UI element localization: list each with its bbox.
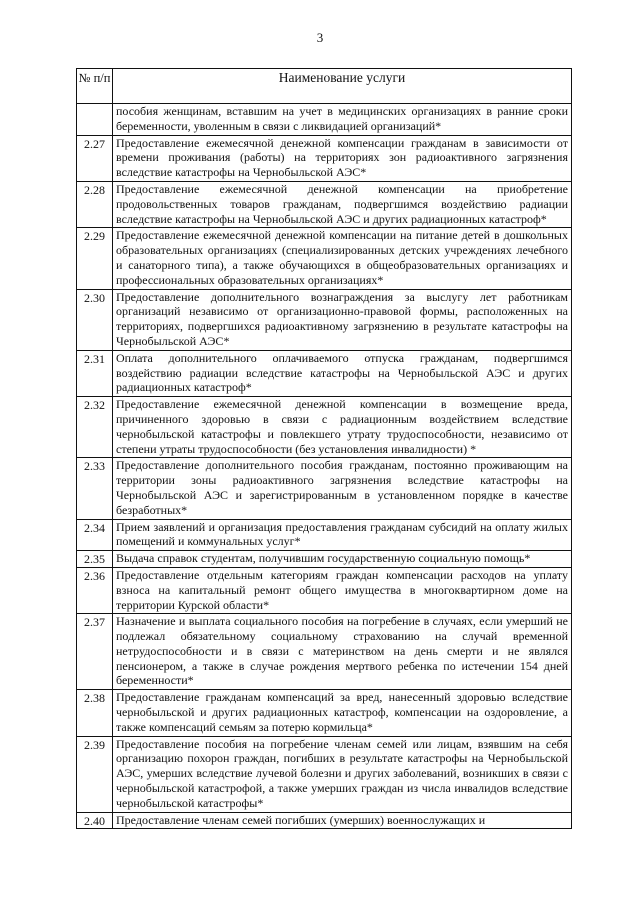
service-name: Предоставление ежемесячной денежной компенсации в возмещение вреда, причиненного здоровью в связи с радиационным воздействием вследствие чернобыльской катастрофы и повлекшего утрату трудоспособности, независимо от степени утраты трудоспособности (без установления инвалидности) * bbox=[113, 397, 572, 458]
services-table bbox=[76, 68, 572, 829]
table-row bbox=[77, 812, 572, 829]
row-number bbox=[77, 104, 113, 136]
table-header-row bbox=[77, 69, 572, 104]
service-name: Прием заявлений и организация предоставления гражданам субсидий на оплату жилых помещений и коммунальных услуг* bbox=[113, 519, 572, 551]
row-number: 2.38 bbox=[77, 690, 113, 736]
service-name: Предоставление пособия на погребение членам семей или лицам, взявшим на себя организацию похорон граждан, погибших в результате катастрофы на Чернобыльской АЭС, умерших вследствие лучевой болезни и других заболеваний, возникших в связи с чернобыльской катастрофой, а также умерших граждан из числа инвалидов вследствие чернобыльской катастрофы* bbox=[113, 736, 572, 812]
table-row bbox=[77, 736, 572, 812]
column-header-number: № п/п bbox=[77, 69, 113, 104]
table-row bbox=[77, 567, 572, 613]
row-number: 2.34 bbox=[77, 519, 113, 551]
table-row bbox=[77, 551, 572, 568]
service-name: Предоставление членам семей погибших (умерших) военнослужащих и bbox=[113, 812, 572, 829]
service-name: пособия женщинам, вставшим на учет в медицинских организациях в ранние сроки беременности, уволенным в связи с ликвидацией организаций* bbox=[113, 104, 572, 136]
row-number: 2.29 bbox=[77, 228, 113, 289]
row-number: 2.37 bbox=[77, 614, 113, 690]
service-name: Выдача справок студентам, получившим государственную социальную помощь* bbox=[113, 551, 572, 568]
service-name: Предоставление ежемесячной денежной компенсации на приобретение продовольственных товаров гражданам, подвергшимся воздействию радиации вследствие катастрофы на Чернобыльской АЭС и других радиационных катастроф* bbox=[113, 181, 572, 227]
service-name: Предоставление дополнительного пособия гражданам, постоянно проживающим на территории зоны радиоактивного загрязнения вследствие катастрофы на Чернобыльской АЭС и зарегистрированным в установленном порядке в качестве безработных* bbox=[113, 458, 572, 519]
row-number: 2.28 bbox=[77, 181, 113, 227]
table-row bbox=[77, 289, 572, 350]
column-header-service-name: Наименование услуги bbox=[113, 69, 572, 104]
row-number: 2.39 bbox=[77, 736, 113, 812]
service-name: Оплата дополнительного оплачиваемого отпуска гражданам, подвергшимся воздействию радиации вследствие катастрофы на Чернобыльской АЭС и других радиационных катастроф* bbox=[113, 350, 572, 396]
table-row bbox=[77, 397, 572, 458]
table-row bbox=[77, 350, 572, 396]
table-row bbox=[77, 228, 572, 289]
service-name: Предоставление гражданам компенсаций за вред, нанесенный здоровью вследствие чернобыльской и других радиационных катастроф, компенсации на оздоровление, а также компенсаций семьям за потерю кормильца* bbox=[113, 690, 572, 736]
row-number: 2.40 bbox=[77, 812, 113, 829]
service-name: Предоставление дополнительного вознаграждения за выслугу лет работникам организаций независимо от организационно-правовой формы, расположенных на территориях, подвергшихся радиоактивному загрязнению в результате катастрофы на Чернобыльской АЭС* bbox=[113, 289, 572, 350]
table-row bbox=[77, 458, 572, 519]
table-row bbox=[77, 690, 572, 736]
table-row bbox=[77, 135, 572, 181]
service-name: Предоставление ежемесячной денежной компенсации гражданам в зависимости от времени проживания (работы) на территориях зон радиоактивного загрязнения вследствие катастрофы на Чернобыльской АЭС* bbox=[113, 135, 572, 181]
table-row bbox=[77, 181, 572, 227]
table-row bbox=[77, 519, 572, 551]
row-number: 2.30 bbox=[77, 289, 113, 350]
service-name: Предоставление ежемесячной денежной компенсации на питание детей в дошкольных образовательных организациях (специализированных детских учреждениях лечебного и санаторного типа), а также обучающихся в общеобразовательных организациях и профессиональных образовательных организациях* bbox=[113, 228, 572, 289]
row-number: 2.33 bbox=[77, 458, 113, 519]
row-number: 2.27 bbox=[77, 135, 113, 181]
service-name: Предоставление отдельным категориям граждан компенсации расходов на уплату взноса на капитальный ремонт общего имущества в многоквартирном доме на территории Курской области* bbox=[113, 567, 572, 613]
table-row bbox=[77, 614, 572, 690]
service-name: Назначение и выплата социального пособия на погребение в случаях, если умерший не подлежал обязательному социальному страхованию на случай временной нетрудоспособности и в связи с материнством на день смерти и не являлся пенсионером, а также в случае рождения мертвого ребенка по истечении 154 дней беременности* bbox=[113, 614, 572, 690]
row-number: 2.35 bbox=[77, 551, 113, 568]
row-number: 2.32 bbox=[77, 397, 113, 458]
table-row bbox=[77, 104, 572, 136]
page-number: 3 bbox=[316, 30, 324, 45]
row-number: 2.31 bbox=[77, 350, 113, 396]
row-number: 2.36 bbox=[77, 567, 113, 613]
